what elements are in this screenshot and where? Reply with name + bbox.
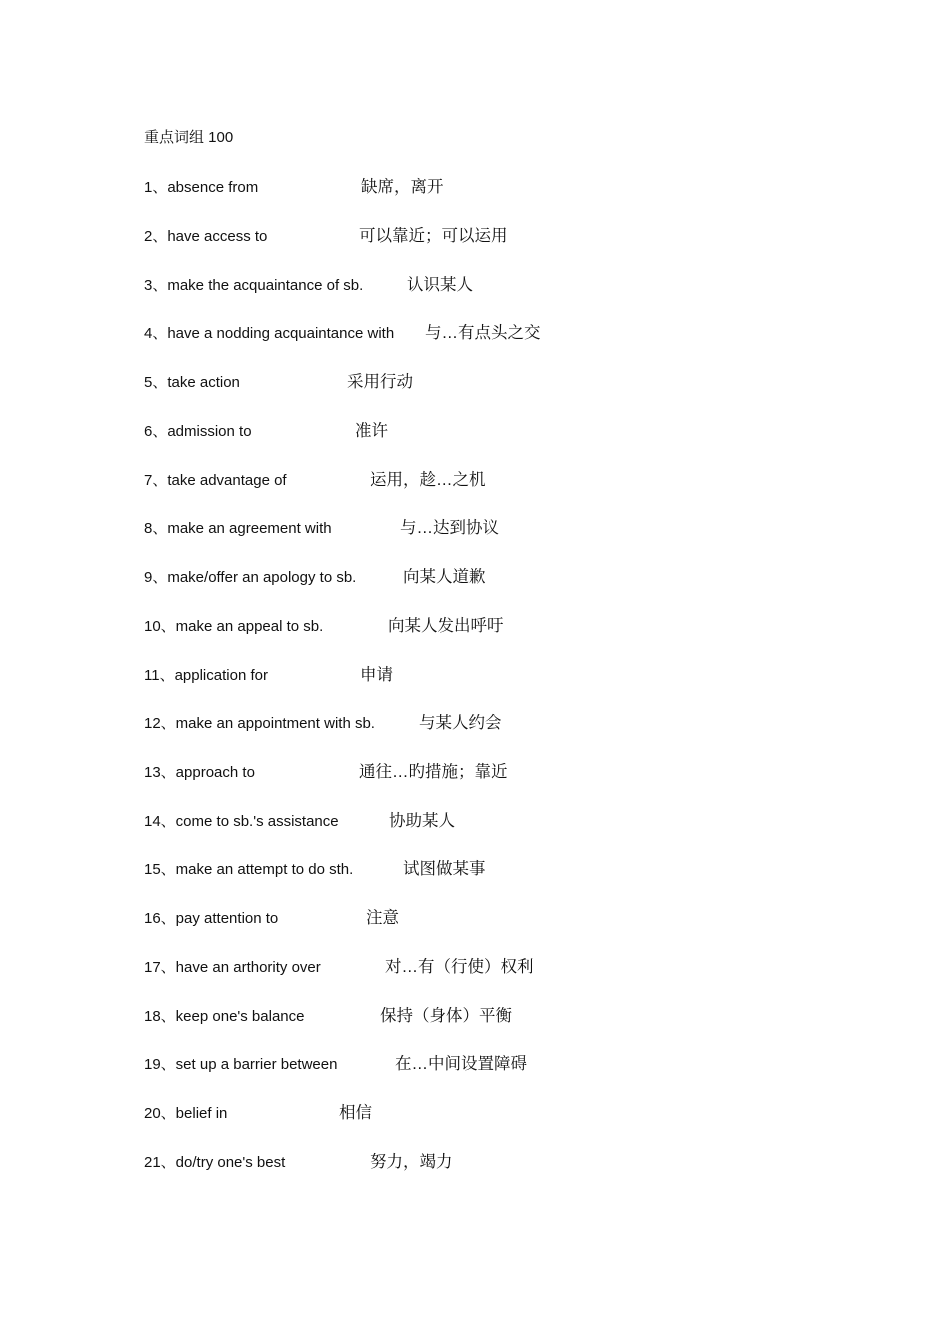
phrase-chinese: 运用，趁…之机	[370, 471, 486, 489]
phrase-entry	[144, 274, 844, 296]
phrase-chinese: 采用行动	[347, 373, 413, 391]
phrase-english: 10、make an appeal to sb.	[144, 618, 324, 635]
phrase-entry	[144, 712, 844, 734]
phrase-english: 21、do/try one's best	[144, 1154, 286, 1171]
phrase-chinese: 努力，竭力	[370, 1153, 453, 1171]
phrase-entry	[144, 664, 844, 686]
phrase-entry	[144, 1151, 844, 1173]
phrase-english: 4、have a nodding acquaintance with	[144, 325, 395, 342]
phrase-english: 2、have access to	[144, 228, 268, 245]
phrase-entry	[144, 225, 844, 247]
phrase-chinese: 向某人发出呼吁	[388, 617, 504, 635]
phrase-entry	[144, 1053, 844, 1075]
phrase-english: 12、make an appointment with sb.	[144, 715, 375, 732]
phrase-entry	[144, 322, 844, 344]
phrase-entry	[144, 1005, 844, 1027]
phrase-entry	[144, 176, 844, 198]
phrase-entry	[144, 469, 844, 491]
phrase-chinese: 试图做某事	[403, 860, 486, 878]
phrase-entry	[144, 1102, 844, 1124]
document-title: 重点词组 100	[144, 129, 234, 146]
phrase-english: 5、take action	[144, 374, 240, 391]
phrase-english: 15、make an attempt to do sth.	[144, 861, 354, 878]
phrase-chinese: 申请	[360, 666, 393, 684]
phrase-chinese: 与…有点头之交	[425, 324, 541, 342]
phrase-english: 9、make/offer an apology to sb.	[144, 569, 357, 586]
phrase-english: 18、keep one's balance	[144, 1008, 305, 1025]
phrase-entry	[144, 566, 844, 588]
phrase-english: 20、belief in	[144, 1105, 228, 1122]
phrase-chinese: 准许	[355, 422, 388, 440]
phrase-entry	[144, 420, 844, 442]
phrase-english: 13、approach to	[144, 764, 255, 781]
phrase-chinese: 与…达到协议	[400, 519, 499, 537]
phrase-english: 1、absence from	[144, 179, 259, 196]
phrase-english: 14、come to sb.'s assistance	[144, 813, 339, 830]
phrase-entry	[144, 858, 844, 880]
phrase-chinese: 向某人道歉	[403, 568, 486, 586]
phrase-entry	[144, 810, 844, 832]
phrase-english: 7、take advantage of	[144, 472, 287, 489]
phrase-english: 6、admission to	[144, 423, 252, 440]
phrase-chinese: 对…有（行使）权利	[385, 958, 534, 976]
phrase-chinese: 协助某人	[389, 812, 455, 830]
phrase-chinese: 通往…旳措施；靠近	[359, 763, 508, 781]
phrase-entry	[144, 761, 844, 783]
phrase-chinese: 可以靠近；可以运用	[359, 227, 508, 245]
phrase-english: 17、have an arthority over	[144, 959, 321, 976]
phrase-english: 3、make the acquaintance of sb.	[144, 277, 364, 294]
phrase-entry	[144, 517, 844, 539]
phrase-chinese: 认识某人	[407, 276, 473, 294]
phrase-chinese: 缺席，离开	[361, 178, 444, 196]
phrase-english: 8、make an agreement with	[144, 520, 332, 537]
phrase-chinese: 与某人约会	[419, 714, 502, 732]
phrase-chinese: 保持（身体）平衡	[380, 1007, 512, 1025]
phrase-chinese: 注意	[366, 909, 399, 927]
phrase-english: 11、application for	[144, 667, 268, 684]
phrase-english: 16、pay attention to	[144, 910, 279, 927]
phrase-chinese: 在…中间设置障碍	[395, 1055, 527, 1073]
phrase-entry	[144, 371, 844, 393]
phrase-english: 19、set up a barrier between	[144, 1056, 338, 1073]
phrase-chinese: 相信	[339, 1104, 372, 1122]
phrase-entry	[144, 956, 844, 978]
phrase-entry	[144, 615, 844, 637]
phrase-entry	[144, 907, 844, 929]
